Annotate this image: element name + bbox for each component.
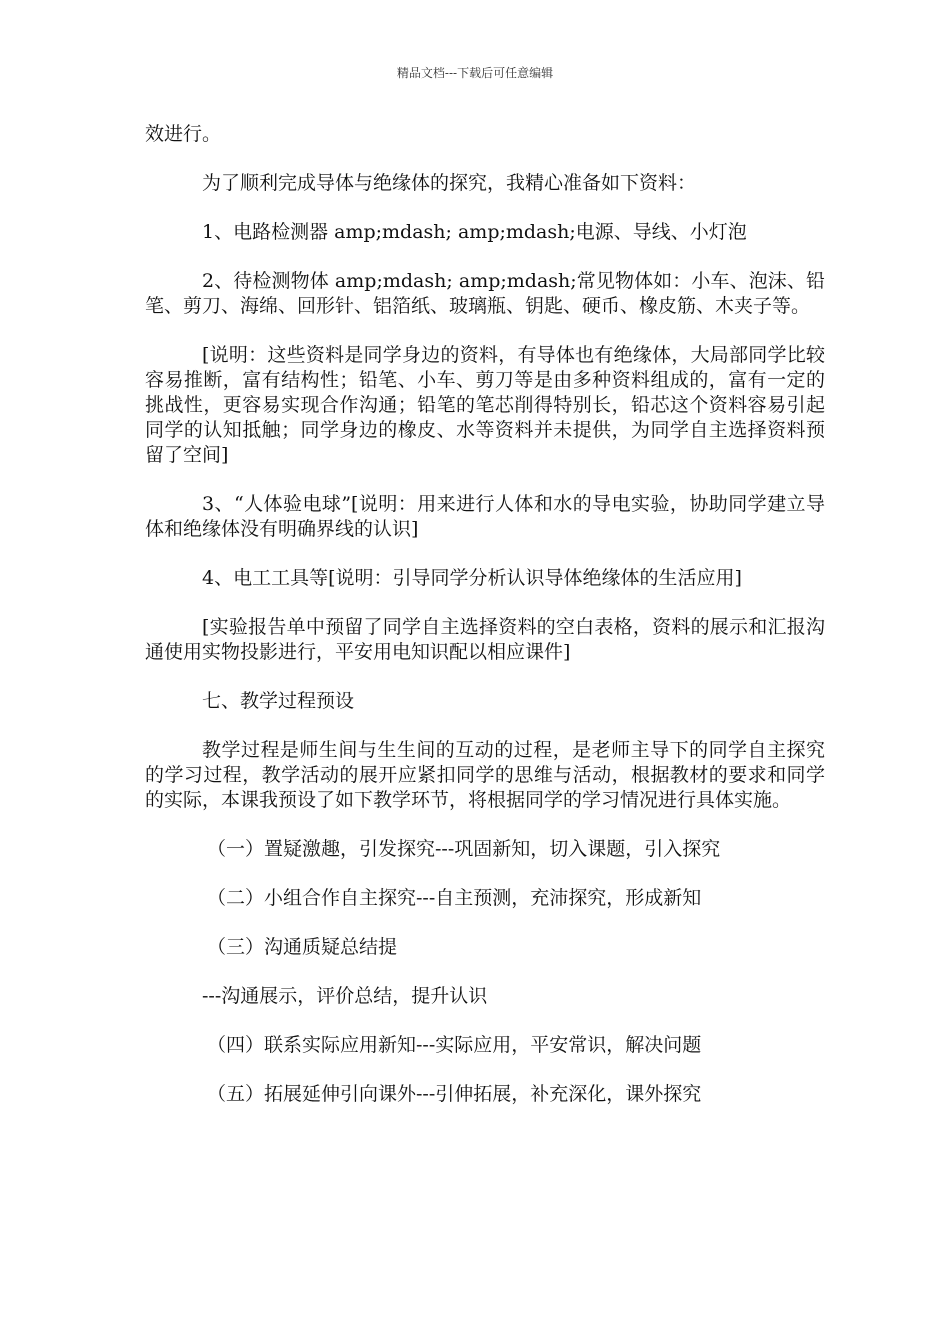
list-item-step-4: （四）联系实际应用新知---实际应用，平安常识，解决问题: [207, 1034, 702, 1056]
list-item-step-3: （三）沟通质疑总结提: [207, 936, 398, 958]
section-heading-teaching-process: 七、教学过程预设: [202, 690, 355, 712]
paragraph-material-4: 4、电工工具等[说明：引导同学分析认识导体绝缘体的生活应用]: [202, 567, 742, 589]
paragraph-material-3: 3、“人体验电球”[说明：用来进行人体和水的导电实验，协助同学建立导体和绝缘体没有明确界线的认识]: [145, 493, 825, 540]
list-item-step-5: （五）拓展延伸引向课外---引伸拓展，补充深化，课外探究: [207, 1083, 702, 1105]
paragraph-materials-intro: 为了顺利完成导体与绝缘体的探究，我精心准备如下资料：: [202, 172, 697, 194]
paragraph-material-2: 2、待检测物体 amp;mdash; amp;mdash;常见物体如：小车、泡沫、铅笔、剪刀、海绵、回形针、铝箔纸、玻璃瓶、钥匙、硬币、橡皮筋、木夹子等。: [145, 270, 825, 317]
list-item-step-2: （二）小组合作自主探究---自主预测，充沛探究，形成新知: [207, 887, 702, 909]
paragraph-material-note: [说明：这些资料是同学身边的资料，有导体也有绝缘体，大局部同学比较容易推断，富有结构性；铅笔、小车、剪刀等是由多种资料组成的，富有一定的挑战性，更容易实现合作沟通；铅笔的笔芯削得特别长，铅芯这个资料容易引起同学的认知抵触；同学身边的橡皮、水等资料并未提供，为同学自主选择资料预留了空间]: [145, 344, 825, 466]
list-item-step-3-detail: ---沟通展示，评价总结，提升认识: [202, 985, 488, 1007]
paragraph-teaching-process: 教学过程是师生间与生生间的互动的过程，是老师主导下的同学自主探究的学习过程，教学活动的展开应紧扣同学的思维与活动，根据教材的要求和同学的实际，本课我预设了如下教学环节，将根据同学的学习情况进行具体实施。: [145, 739, 825, 811]
list-item-step-1: （一）置疑激趣，引发探究---巩固新知，切入课题，引入探究: [207, 838, 721, 860]
page-header: 精品文档---下载后可任意编辑: [396, 66, 554, 80]
paragraph-report-note: [实验报告单中预留了同学自主选择资料的空白表格，资料的展示和汇报沟通使用实物投影进行，平安用电知识配以相应课件]: [145, 616, 825, 663]
paragraph-continuation: 效进行。: [145, 123, 222, 145]
document-body: [145, 122, 825, 1131]
paragraph-material-1: 1、电路检测器 amp;mdash; amp;mdash;电源、导线、小灯泡: [202, 221, 747, 243]
